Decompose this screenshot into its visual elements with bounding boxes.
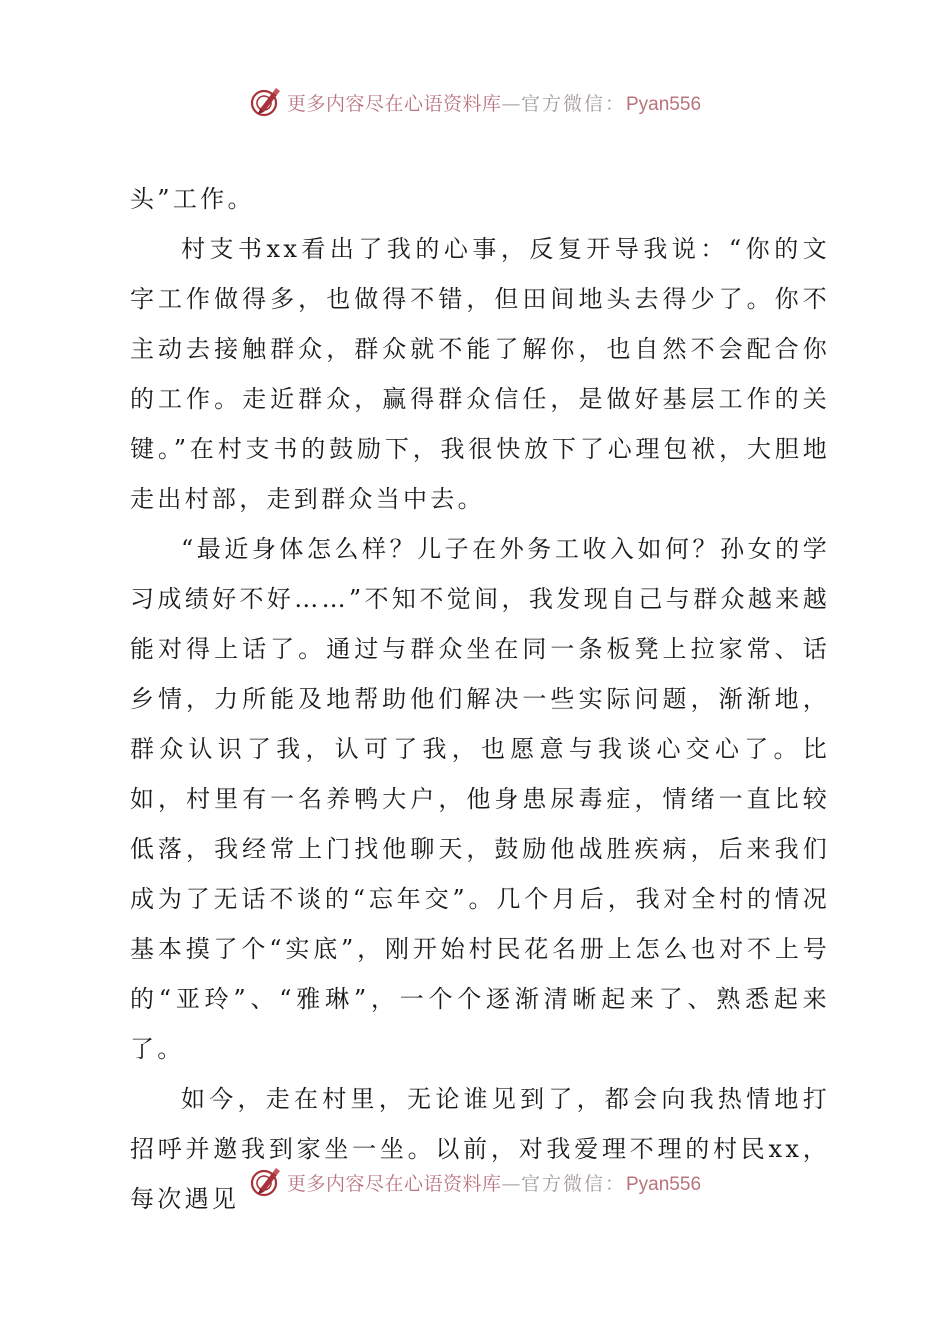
banner-text	[287, 89, 701, 116]
footer-wechat-id: Pyan556	[626, 1173, 702, 1195]
document-body	[130, 174, 830, 1224]
pen-logo-icon	[249, 1165, 283, 1199]
footer-banner-text	[287, 1169, 701, 1196]
banner-wechat-label: 官方微信：	[520, 92, 626, 115]
footer-site-text: 更多内容尽在心语资料库	[286, 1172, 502, 1195]
paragraph-1: 头”工作。	[130, 185, 255, 213]
paragraph-2: 村支书xx看出了我的心事，反复开导我说：“你的文字工作做得多，也做得不错，但田间地头去得少了。你不主动去接触群众，群众就不能了解你，也自然不会配合你的工作。走近群众，赢得群众信任，是做好基层工作的关键。”在村支书的鼓励下，我很快放下了心理包袱，大胆地走出村部，走到群众当中去。	[130, 235, 830, 513]
header-banner	[0, 82, 950, 122]
paragraph-4: 如今，走在村里，无论谁见到了，都会向我热情地打招呼并邀我到家坐一坐。以前，对我爱理不理的村民xx，每次遇见	[130, 1085, 830, 1213]
pen-logo-icon	[249, 85, 283, 119]
footer-banner-content	[249, 1165, 701, 1199]
footer-banner	[0, 1162, 950, 1202]
paragraph-3: “最近身体怎么样？儿子在外务工收入如何？孙女的学习成绩好不好……”不知不觉间，我发现自己与群众越来越能对得上话了。通过与群众坐在同一条板凳上拉家常、话乡情，力所能及地帮助他们解决一些实际问题，渐渐地，群众认识了我，认可了我，也愿意与我谈心交心了。比如，村里有一名养鸭大户，他身患尿毒症，情绪一直比较低落，我经常上门找他聊天，鼓励他战胜疾病，后来我们成为了无话不谈的“忘年交”。几个月后，我对全村的情况基本摸了个“实底”，刚开始村民花名册上怎么也对不上号的“亚玲”、“雅琳”，一个个逐渐清晰起来了、熟悉起来了。	[130, 535, 830, 1063]
banner-site-text: 更多内容尽在心语资料库	[286, 92, 502, 115]
footer-dash: —	[501, 1172, 521, 1195]
footer-wechat-label: 官方微信：	[520, 1172, 626, 1195]
banner-wechat-id: Pyan556	[626, 93, 702, 115]
banner-dash: —	[501, 92, 521, 115]
banner-content	[249, 85, 701, 119]
